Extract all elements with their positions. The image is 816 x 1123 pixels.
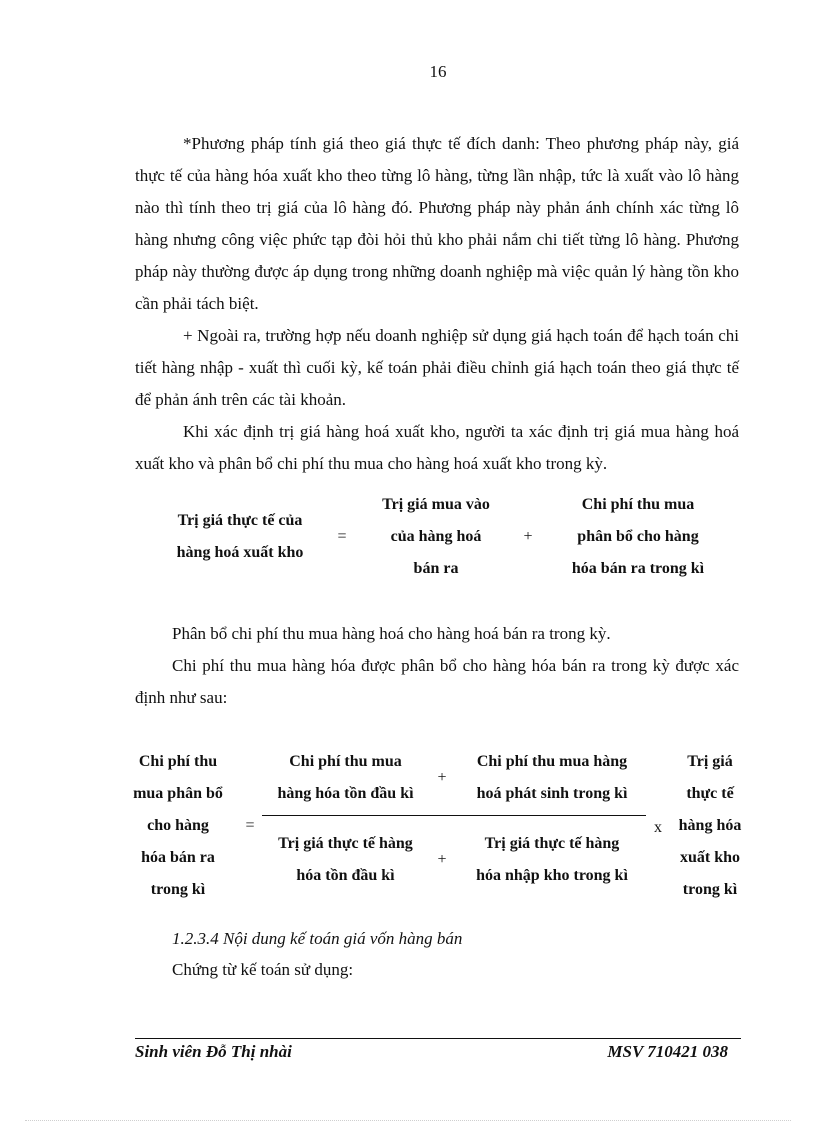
- paragraph-documents: Chứng từ kế toán sử dụng:: [172, 960, 354, 979]
- page-bottom-border: [25, 1120, 791, 1121]
- formula2-den2-line: Trị giá thực tế hàng: [484, 835, 620, 852]
- formula2-denominator-term2: [452, 828, 652, 892]
- footer-divider: [135, 1038, 741, 1039]
- formula1-term1-line: của hàng hoá: [390, 528, 482, 545]
- formula2-lhs-line: hóa bán ra: [141, 849, 215, 866]
- footer-student-id: MSV 710421 038: [607, 1042, 728, 1061]
- formula2-num2-line: hoá phát sinh trong kì: [476, 785, 628, 802]
- formula2-rhs-line: trong kì: [682, 881, 738, 898]
- formula1-term1-line: bán ra: [413, 560, 459, 577]
- formula2-lhs-line: mua phân bổ: [133, 785, 223, 802]
- formula2-lhs-line: Chi phí thu: [138, 753, 218, 770]
- formula2-den2-line: hóa nhập kho trong kì: [476, 867, 628, 884]
- formula2-lhs: [118, 746, 238, 906]
- paragraph-determining-value: Khi xác định trị giá hàng hoá xuất kho, người ta xác định trị giá mua hàng hoá xuất kho và phân bổ chi phí thu mua cho hàng hoá xuất kho trong kỳ.: [135, 422, 739, 473]
- formula1-lhs-line: hàng hoá xuất kho: [176, 544, 304, 561]
- formula2-denominator-term1: [258, 828, 433, 892]
- paragraph-accounting-price: + Ngoài ra, trường hợp nếu doanh nghiệp sử dụng giá hạch toán để hạch toán chi tiết hàng nhập - xuất thì cuối kỳ, kế toán phải điều chỉnh giá hạch toán theo giá thực tế để phản ánh trên các tài khoản.: [135, 326, 739, 409]
- footer-student-name: Sinh viên Đỗ Thị nhài: [135, 1042, 292, 1061]
- formula2-lhs-line: trong kì: [150, 881, 206, 898]
- formula2-num1-line: hàng hóa tồn đầu kì: [277, 785, 414, 802]
- formula2-num2-line: Chi phí thu mua hàng: [476, 753, 628, 770]
- section-heading: 1.2.3.4 Nội dung kế toán giá vốn hàng bán: [172, 929, 463, 948]
- formula2-times: x: [654, 819, 662, 836]
- formula1-plus: +: [523, 528, 533, 545]
- formula1-equals: =: [337, 528, 347, 545]
- formula1-term2: [543, 489, 733, 585]
- formula2-numerator-term2: [452, 746, 652, 810]
- formula2-numerator-plus: +: [437, 769, 447, 786]
- formula1-term2-line: phân bổ cho hàng: [577, 528, 699, 545]
- formula2-rhs-line: xuất kho: [679, 849, 741, 866]
- formula2-lhs-line: cho hàng: [147, 817, 209, 834]
- formula2-denominator-plus: +: [437, 851, 447, 868]
- paragraph-allocation-method: Chi phí thu mua hàng hóa được phân bổ cho hàng hóa bán ra trong kỳ được xác định như sau:: [135, 656, 739, 707]
- formula2-equals: =: [245, 817, 255, 834]
- formula2-numerator-term1: [258, 746, 433, 810]
- formula1-term1: [356, 489, 516, 585]
- fraction-bar: [262, 815, 646, 816]
- formula2-den1-line: hóa tồn đầu kì: [296, 867, 395, 884]
- paragraph-specific-identification: *Phương pháp tính giá theo giá thực tế đích danh: Theo phương pháp này, giá thực tế của hàng hóa xuất kho theo từng lô hàng, từng lần nhập, tức là xuất vào lô hàng nào thì tính theo trị giá của lô hàng đó. Phương pháp này phản ánh chính xác từng lô hàng nhưng công việc phức tạp đòi hỏi thủ kho phải nắm chi tiết từng lô hàng. Phương pháp này thường được áp dụng trong những doanh nghiệp mà việc quản lý hàng tồn kho cần phải tách biệt.: [135, 134, 739, 313]
- page-number: 16: [429, 62, 447, 81]
- formula2-rhs-line: thực tế: [686, 785, 734, 802]
- formula2-den1-line: Trị giá thực tế hàng: [278, 835, 413, 852]
- formula1-lhs: [150, 505, 330, 569]
- formula1-term2-line: hóa bán ra trong kì: [571, 560, 705, 577]
- formula2-rhs: [668, 746, 752, 906]
- formula1-term1-line: Trị giá mua vào: [382, 496, 490, 513]
- formula2-num1-line: Chi phí thu mua: [289, 753, 402, 770]
- formula1-lhs-line: Trị giá thực tế của: [177, 512, 303, 529]
- formula2-rhs-line: hàng hóa: [678, 817, 742, 834]
- paragraph-allocation: Phân bổ chi phí thu mua hàng hoá cho hàng hoá bán ra trong kỳ.: [172, 624, 611, 643]
- formula1-term2-line: Chi phí thu mua: [581, 496, 695, 513]
- formula2-rhs-line: Trị giá: [687, 753, 733, 770]
